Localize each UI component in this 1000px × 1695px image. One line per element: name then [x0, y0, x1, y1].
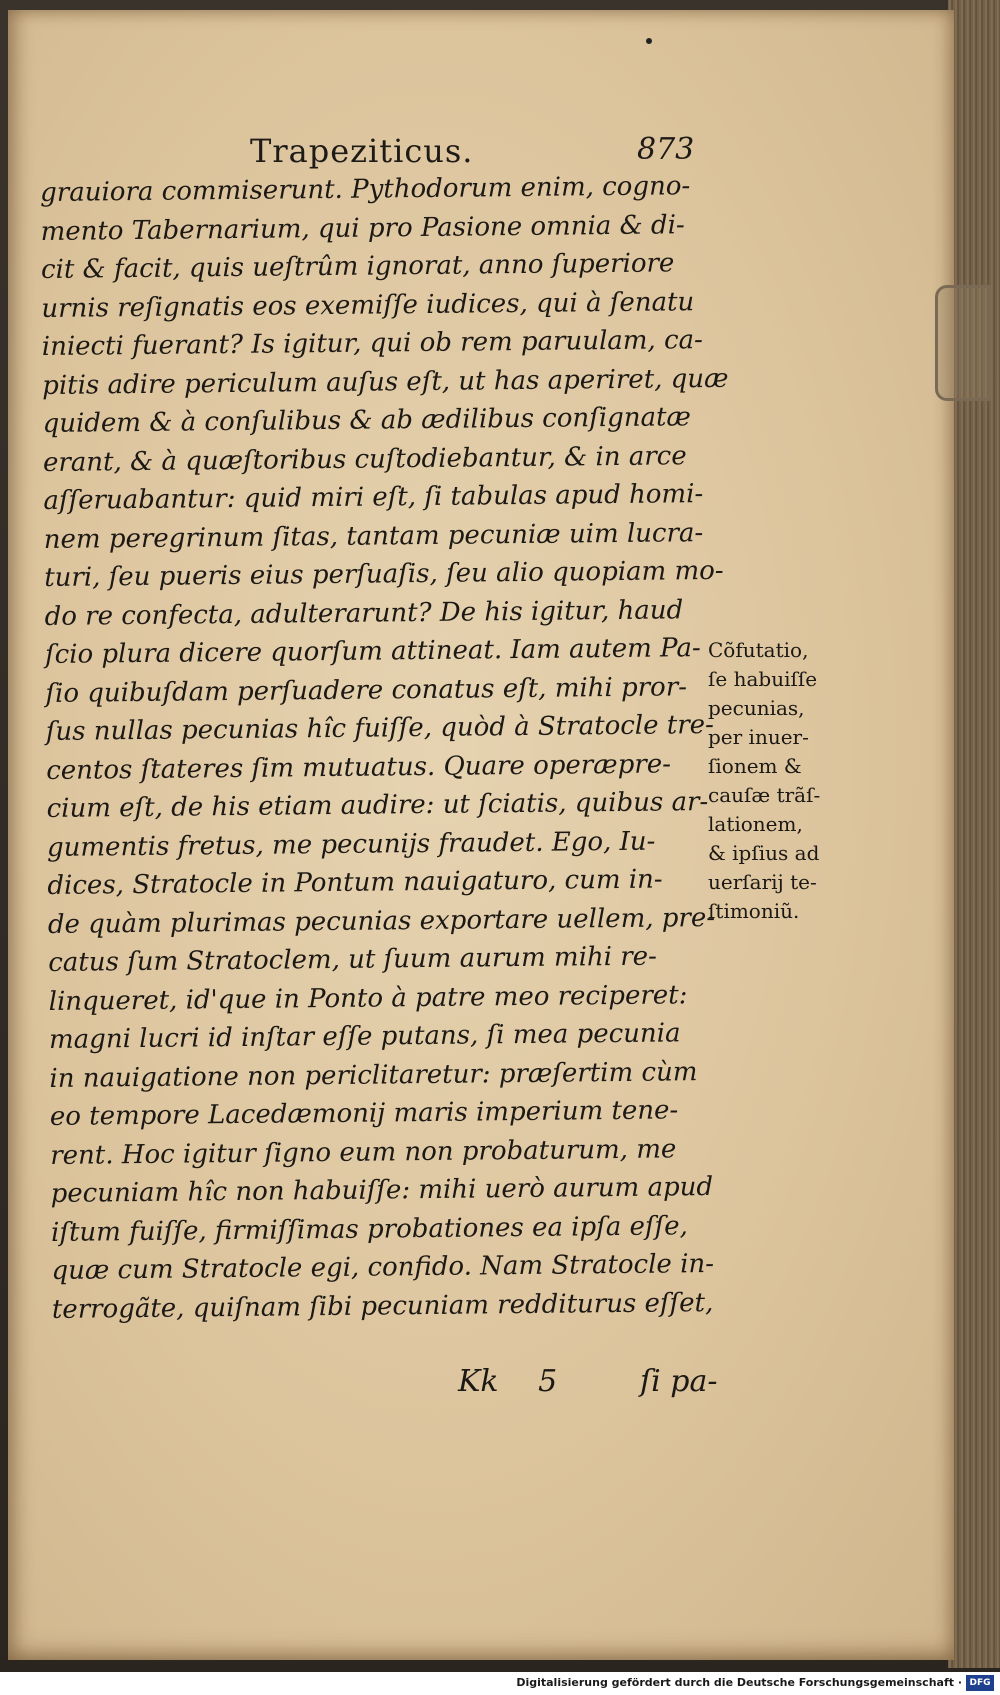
- text-line: terrogãte, quiſnam ſibi pecuniam redditurus eſſet,: [51, 1287, 714, 1325]
- text-line: iſtum fuiſſe, firmiſſimas probationes ea ipſa eſſe,: [50, 1210, 688, 1248]
- text-line: cium eſt, de his etiam audire: ut ſciatis, quibus ar-: [46, 787, 709, 824]
- text-line: nem peregrinum ſitas, tantam pecuniæ uim lucra-: [43, 517, 704, 555]
- book-page-edges: [948, 0, 1000, 1668]
- credit-bar: [0, 1672, 1000, 1695]
- text-line: gumentis fretus, me pecunijs fraudet. Ego, Iu-: [46, 826, 656, 863]
- margin-note-line: lationem,: [708, 812, 803, 836]
- text-line: catus ſum Stratoclem, ut ſuum aurum mihi re-: [48, 941, 658, 978]
- text-line: eo tempore Lacedæmonij maris imperium tene-: [49, 1095, 679, 1132]
- text-line: magni lucri id inſtar eſſe putans, ſi mea pecunia: [48, 1018, 681, 1055]
- margin-note-line: cauſæ trãſ-: [708, 783, 821, 807]
- text-line: centos ſtateres ſim mutuatus. Quare operæpre-: [46, 748, 672, 786]
- margin-note-line: & ipſius ad: [708, 841, 820, 865]
- margin-note-line: ſe habuiſſe: [708, 667, 818, 691]
- text-line: rent. Hoc igitur ſigno eum non probaturum, me: [50, 1133, 677, 1171]
- text-line: erant, & à quæſtoribus cuſtodiebantur, & in arce: [42, 440, 687, 478]
- text-line: linqueret, id'que in Ponto à patre meo reciperet:: [48, 979, 688, 1017]
- body-text: [40, 167, 742, 1329]
- margin-note-line: uerſarij te-: [708, 870, 817, 894]
- text-line: cit & facit, quis ueſtrûm ignorat, anno ſuperiore: [40, 248, 675, 285]
- signature-mark: Kk 5: [458, 1364, 558, 1399]
- running-title: Trapeziticus.: [250, 132, 474, 170]
- text-line: in nauigatione non periclitaretur: præſertim cùm: [49, 1056, 698, 1094]
- text-line: grauiora commiserunt. Pythodorum enim, cogno-: [40, 171, 691, 208]
- ink-dot: [646, 38, 652, 44]
- text-line: quidem & à conſulibus & ab ædilibus conſignatæ: [42, 402, 692, 439]
- page-clip: [935, 285, 991, 401]
- text-line: pecuniam hîc non habuiſſe: mihi uerò aurum apud: [50, 1172, 714, 1209]
- text-line: iniecti fuerant? Is igitur, qui ob rem paruulam, ca-: [41, 325, 703, 362]
- text-line: urnis reſignatis eos exemiſſe iudices, qui à ſenatu: [41, 286, 695, 324]
- text-line: quæ cum Stratocle egi, confido. Nam Stratocle in-: [51, 1249, 715, 1286]
- show-through-bleed: [240, 92, 520, 120]
- text-line: ſcio plura dicere quorſum attineat. Iam autem Pa-: [44, 633, 701, 670]
- dfg-logo-icon[interactable]: DFG: [966, 1675, 994, 1691]
- page-number: 873: [637, 132, 695, 167]
- text-line: aſſeruabantur: quid miri eſt, ſi tabulas apud homi-: [43, 479, 704, 516]
- margin-note-line: Cõfutatio,: [708, 638, 809, 662]
- margin-note-line: ſionem &: [708, 754, 802, 778]
- credit-text: Digitalisierung gefördert durch die Deutsche Forschungsgemeinschaft ·: [516, 1676, 962, 1689]
- text-line: mento Tabernarium, qui pro Pasione omnia & di-: [40, 209, 685, 247]
- margin-note-line: ſtimoniũ.: [708, 899, 800, 923]
- margin-note-line: pecunias,: [708, 696, 805, 720]
- catchword: ſi pa-: [640, 1364, 718, 1399]
- text-line: ſus nullas pecunias hîc fuiſſe, quòd à Stratocle tre-: [45, 709, 714, 747]
- text-line: ſio quibuſdam perſuadere conatus eſt, mihi pror-: [45, 671, 688, 709]
- margin-note: [708, 636, 858, 926]
- text-line: pitis adire periculum auſus eſt, ut has aperiret, quæ: [42, 363, 729, 401]
- text-line: turi, ſeu pueris eius perſuaſis, ſeu alio quopiam mo-: [44, 555, 724, 593]
- text-line: dices, Stratocle in Pontum nauigaturo, cum in-: [47, 864, 663, 901]
- text-line: de quàm plurimas pecunias exportare uellem, pre-: [47, 902, 716, 940]
- text-line: do re confecta, adulterarunt? De his igitur, haud: [44, 594, 684, 632]
- margin-note-line: per inuer-: [708, 725, 809, 749]
